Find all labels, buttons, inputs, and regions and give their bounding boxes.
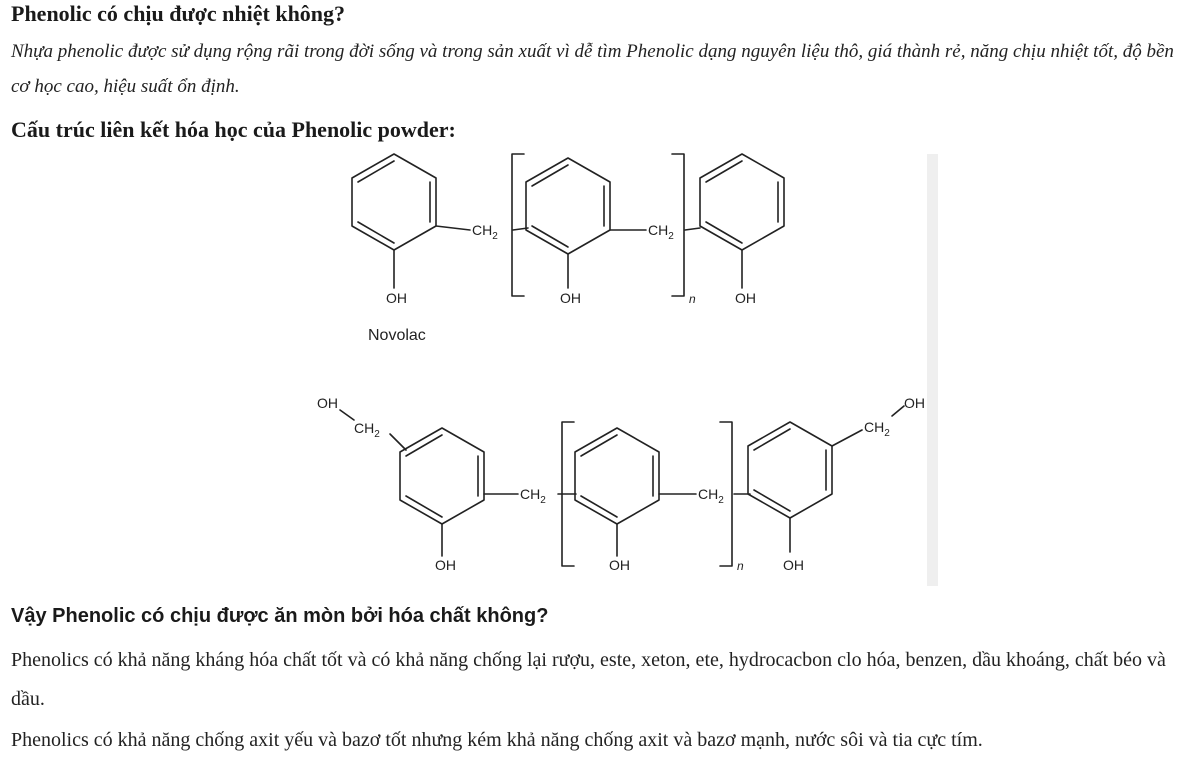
oh-label: OH	[435, 557, 456, 573]
paragraph-chemical-resistance: Phenolics có khả năng kháng hóa chất tốt và có khả năng chống lại rượu, este, xeton, ete, hydrocacbon clo hóa, benzen, dầu khoáng, chất béo và dầu.	[11, 649, 1166, 710]
ch2-subscript: 2	[884, 428, 890, 439]
repeat-n-label: n	[737, 559, 744, 573]
novolac-label: Novolac	[368, 327, 426, 344]
heading-chemical-corrosion: Vậy Phenolic có chịu được ăn mòn bởi hóa chất không?	[11, 605, 549, 627]
ch2-subscript: 2	[540, 495, 546, 506]
oh-label: OH	[609, 557, 630, 573]
heading-heat-resistance: Phenolic có chịu được nhiệt không?	[11, 1, 346, 26]
ch2-subscript: 2	[492, 231, 498, 242]
ch2-label: CH	[520, 486, 541, 502]
novolac-ring-3	[700, 154, 784, 250]
ch2-label: CH	[698, 486, 719, 502]
novolac-ring-1	[352, 154, 436, 250]
oh-label: OH	[735, 290, 756, 306]
svg-text:CH2	[354, 420, 380, 440]
ch2-subscript: 2	[718, 495, 724, 506]
ch2-label: CH	[864, 419, 885, 435]
intro-paragraph: Nhựa phenolic được sử dụng rộng rãi trong đời sống và trong sản xuất vì dễ tìm Phenolic dạng nguyên liệu thô, giá thành rẻ, năng chịu nhiệt tốt, độ bền cơ học cao, hiệu suất ổn định.	[11, 41, 1174, 97]
oh-label: OH	[560, 290, 581, 306]
resol-ring-3	[748, 422, 832, 518]
ch2-label: CH	[354, 420, 375, 436]
novolac-ring-2	[526, 158, 610, 254]
svg-text:CH2	[648, 222, 674, 242]
resol-ring-1	[400, 428, 484, 524]
paragraph-acid-base-resistance: Phenolics có khả năng chống axit yếu và bazơ tốt nhưng kém khả năng chống axit và bazơ mạnh, nước sôi và tia cực tím.	[11, 729, 983, 751]
svg-text:CH2	[864, 419, 890, 439]
ch2-subscript: 2	[668, 231, 674, 242]
oh-label: OH	[783, 557, 804, 573]
oh-label: OH	[386, 290, 407, 306]
phenolic-structure-figure	[300, 152, 940, 588]
ch2-subscript: 2	[374, 429, 380, 440]
heading-chemical-structure: Cấu trúc liên kết hóa học của Phenolic powder:	[11, 117, 456, 142]
repeat-n-label: n	[689, 292, 696, 306]
ch2-label: CH	[472, 222, 493, 238]
oh-label: OH	[317, 395, 338, 411]
svg-text:CH2	[520, 486, 546, 506]
svg-text:CH2	[472, 222, 498, 242]
svg-text:CH2	[698, 486, 724, 506]
ch2-label: CH	[648, 222, 669, 238]
resol-ring-2	[575, 428, 659, 524]
oh-label: OH	[904, 395, 925, 411]
